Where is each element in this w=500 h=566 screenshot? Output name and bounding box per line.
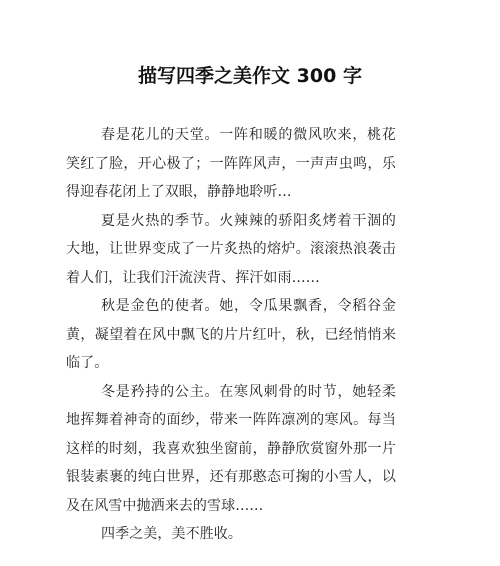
paragraph-winter: 冬是矜持的公主。在寒风刺骨的时节，她轻柔地挥舞着神奇的面纱，带来一阵阵凛冽的寒风。每当这样的时刻，我喜欢独坐窗前，静静欣赏窗外那一片银装素裹的纯白世界，还有那憨态可掬的小雪人，以及在风雪中抛洒来去的雪球…… (66, 383, 396, 514)
paragraph-summer: 夏是火热的季节。火辣辣的骄阳炙烤着干涸的大地，让世界变成了一片炙热的熔炉。滚滚热浪袭击着人们，让我们汗流浃背、挥汗如雨…… (66, 212, 396, 286)
document-body (66, 121, 396, 549)
paragraph-spring: 春是花儿的天堂。一阵和暖的微风吹来，桃花笑红了脸，开心极了；一阵阵风声，一声声虫鸣，乐得迎春花闭上了双眼，静静地聆听… (66, 127, 396, 200)
paragraph-autumn: 秋是金色的使者。她，令瓜果飘香，令稻谷金黄，凝望着在风中飘飞的片片红叶，秋，已经悄悄来临了。 (66, 298, 396, 371)
document-title: 描写四季之美作文 300 字 (138, 65, 362, 87)
paragraph-conclusion: 四季之美，美不胜收。 (101, 526, 242, 542)
